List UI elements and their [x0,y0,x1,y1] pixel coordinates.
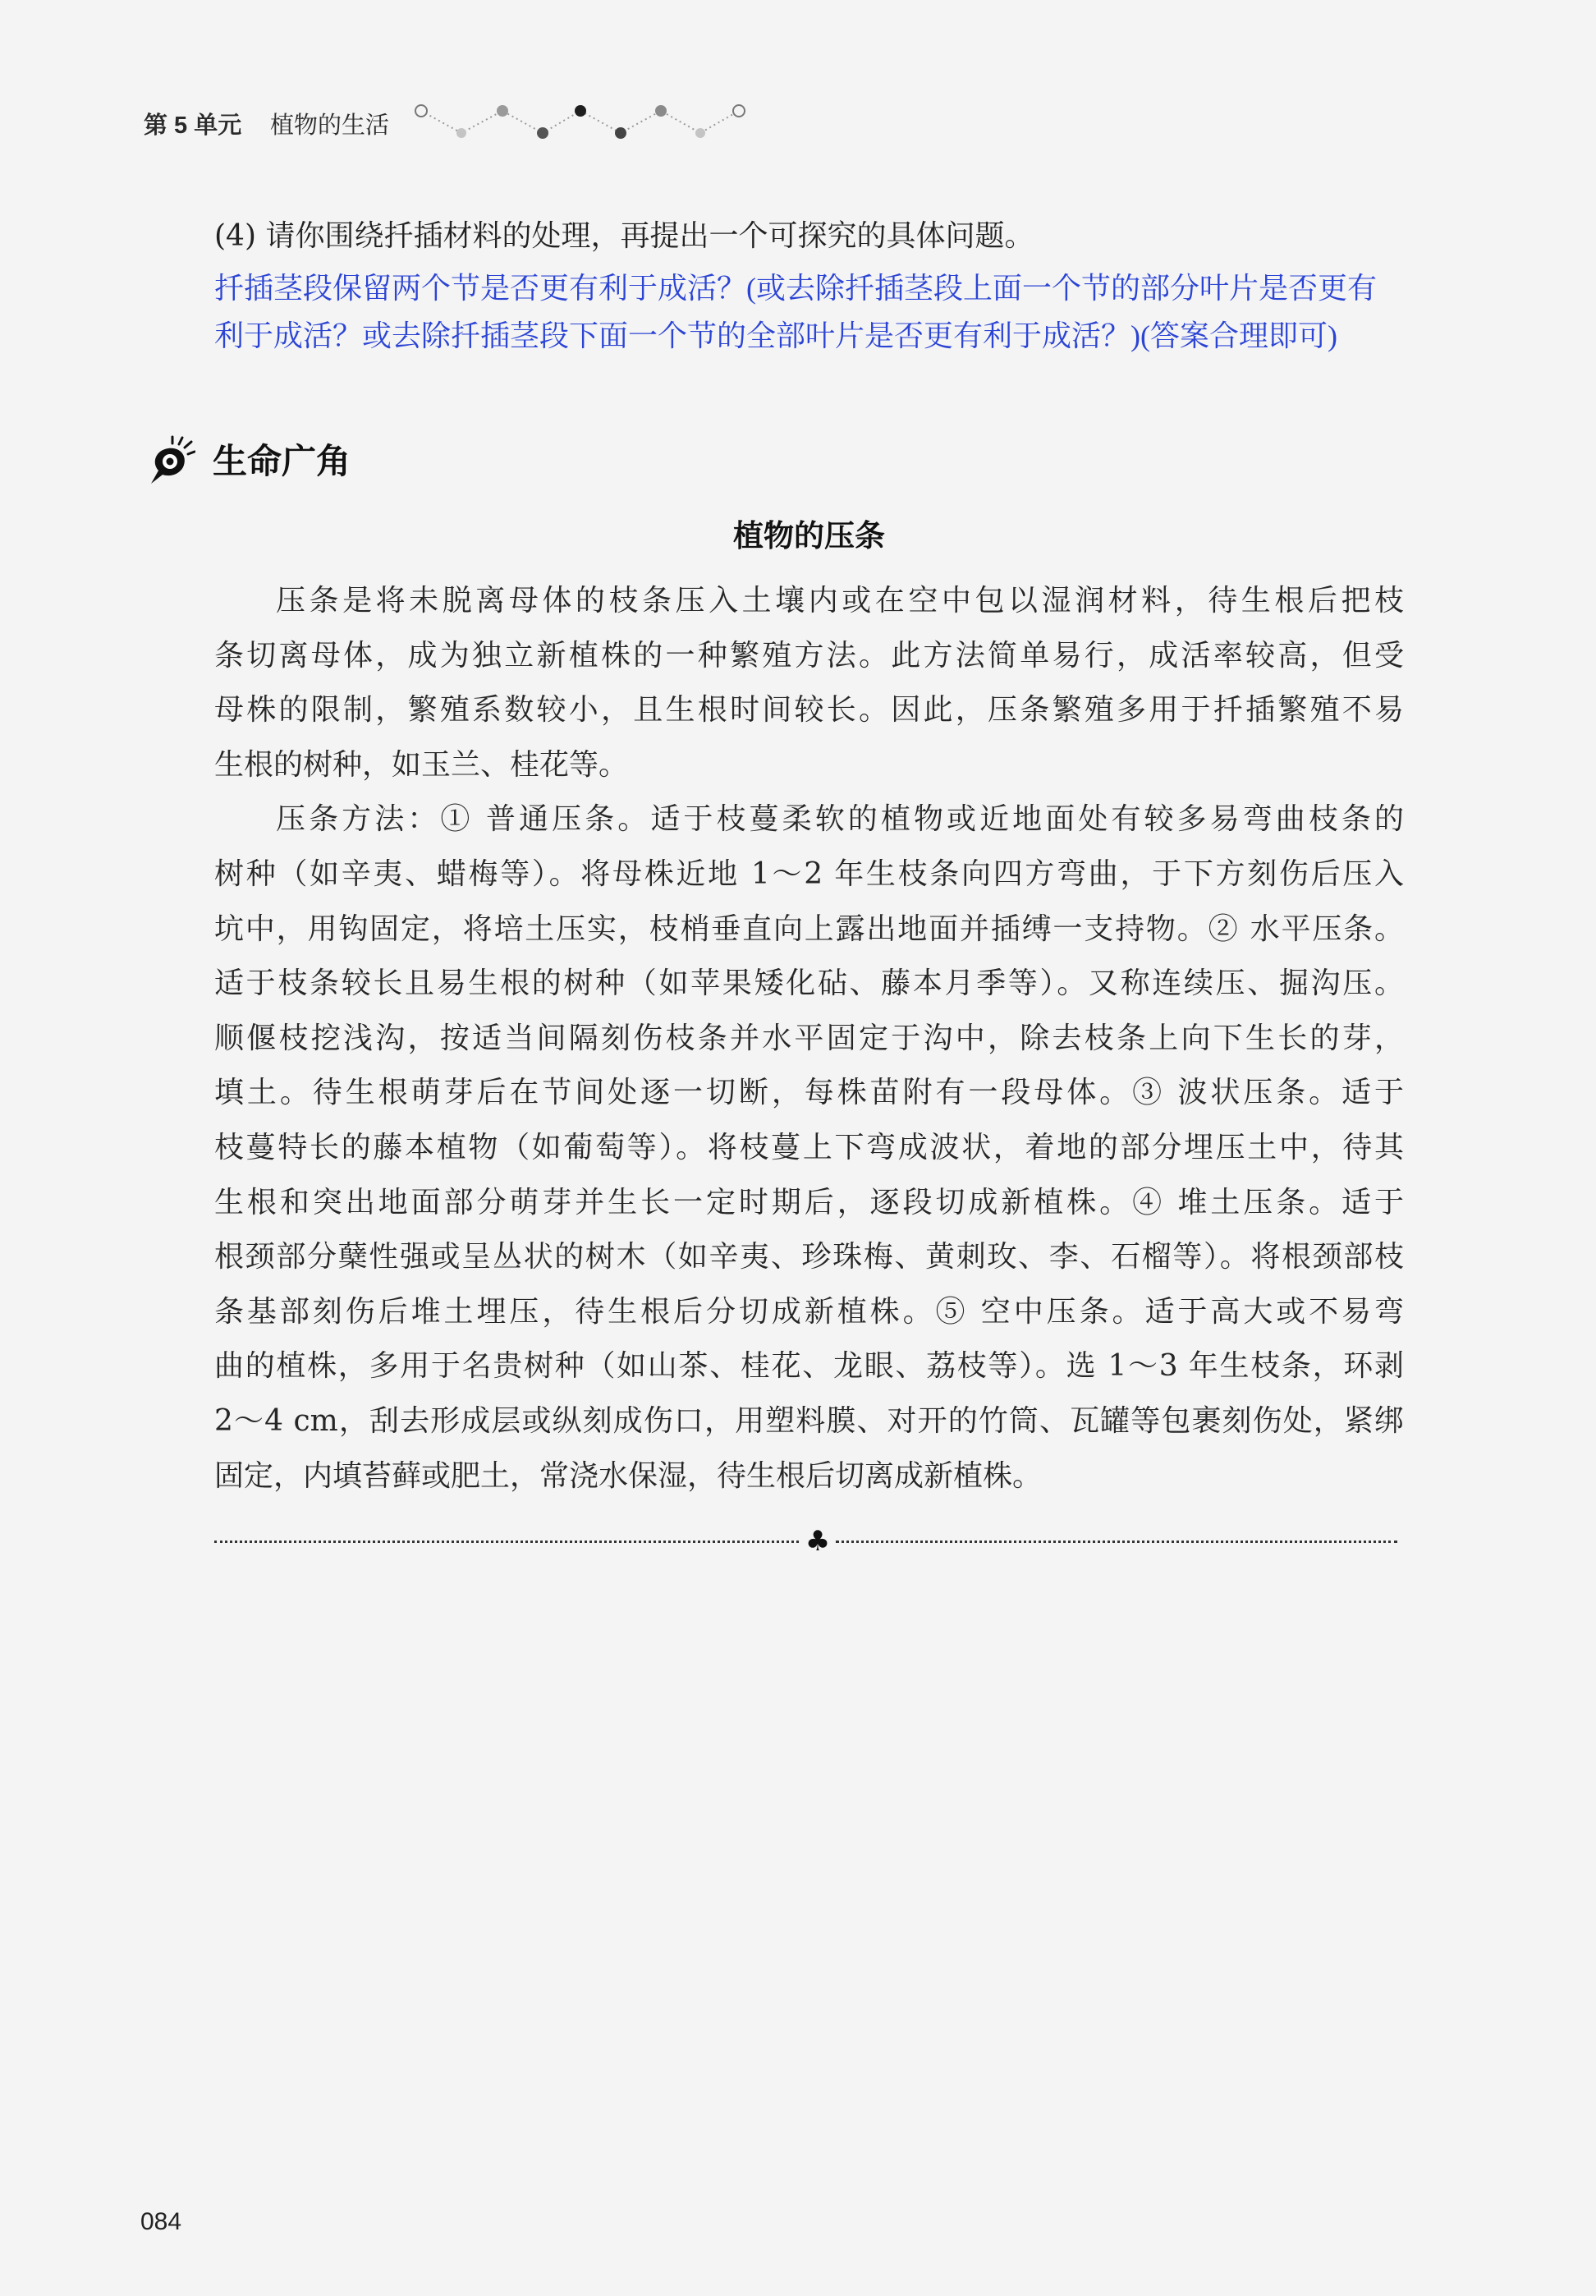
text-line: 压条是将未脱离母体的枝条压入土壤内或在空中包以湿润材料，待生根后把枝 [276,584,1404,618]
text-line: 生根的树种，如玉兰、桂花等。 [214,747,629,782]
club-ornament-icon: ♣ [805,1525,831,1558]
section-title: 生命广角 [213,441,351,481]
unit-label: 第 5 单元 [144,113,242,139]
text-line: 根颈部分蘖性强或呈丛状的树木（如辛夷、珍珠梅、黄刺玫、李、石榴等）。将根颈部枝 [214,1240,1404,1274]
text-line: 填土。待生根萌芽后在节间处逐一切断，每株苗附有一段母体。③ 波状压条。适于 [214,1076,1404,1110]
header-dot-chain-ornament [410,103,755,144]
question-4: (4) 请你围绕扦插材料的处理，再提出一个可探究的具体问题。 [214,219,1034,253]
text-line: 曲的植株，多用于名贵树种（如山茶、桂花、龙眼、荔枝等）。选 1～3 年生枝条，环剥 [214,1349,1404,1384]
text-line: 固定，内填苔藓或肥土，常浇水保湿，待生根后切离成新植株。 [214,1458,1043,1493]
dotted-divider-left [214,1541,799,1543]
answer-line-2: 利于成活？或去除扦插茎段下面一个节的全部叶片是否更有利于成活？)(答案合理即可) [214,319,1337,352]
idea-bubble-icon [146,435,195,486]
text-line: 条切离母体，成为独立新植株的一种繁殖方法。此方法简单易行，成活率较高，但受 [214,638,1404,673]
text-line: 条基部刻伤后堆土埋压，待生根后分切成新植株。⑤ 空中压条。适于高大或不易弯 [214,1294,1404,1329]
text-line: 2～4 cm，刮去形成层或纵刻成伤口，用塑料膜、对开的竹筒、瓦罐等包裹刻伤处，紧绑 [214,1403,1404,1438]
dotted-divider-right [836,1541,1397,1543]
text-line: 适于枝条较长且易生根的树种（如苹果矮化砧、藤本月季等）。又称连续压、掘沟压。 [214,967,1404,1001]
text-line: 生根和突出地面部分萌芽并生长一定时期后，逐段切成新植株。④ 堆土压条。适于 [214,1185,1404,1219]
text-line: 枝蔓特长的藤本植物（如葡萄等）。将枝蔓上下弯成波状，着地的部分埋压土中，待其 [214,1130,1404,1164]
text-line: 顺偃枝挖浅沟，按适当间隔刻伤枝条并水平固定于沟中，除去枝条上向下生长的芽， [214,1021,1404,1055]
paragraph-2 [214,792,1404,1504]
answer-line-1: 扦插茎段保留两个节是否更有利于成活？(或去除扦插茎段上面一个节的部分叶片是否更有 [214,272,1377,305]
page-number: 084 [140,2208,182,2235]
article-title: 植物的压条 [733,517,885,553]
article-body [214,574,1404,1504]
text-line: 坑中，用钩固定，将培土压实，枝梢垂直向上露出地面并插缚一支持物。② 水平压条。 [214,912,1404,946]
text-line: 树种（如辛夷、蜡梅等）。将母株近地 1～2 年生枝条向四方弯曲，于下方刻伤后压入 [214,856,1404,891]
text-line: 母株的限制，繁殖系数较小，且生根时间较长。因此，压条繁殖多用于扦插繁殖不易 [214,693,1404,728]
text-line: 压条方法：① 普通压条。适于枝蔓柔软的植物或近地面处有较多易弯曲枝条的 [276,802,1404,837]
paragraph-1 [214,574,1404,792]
unit-title: 植物的生活 [270,113,390,139]
